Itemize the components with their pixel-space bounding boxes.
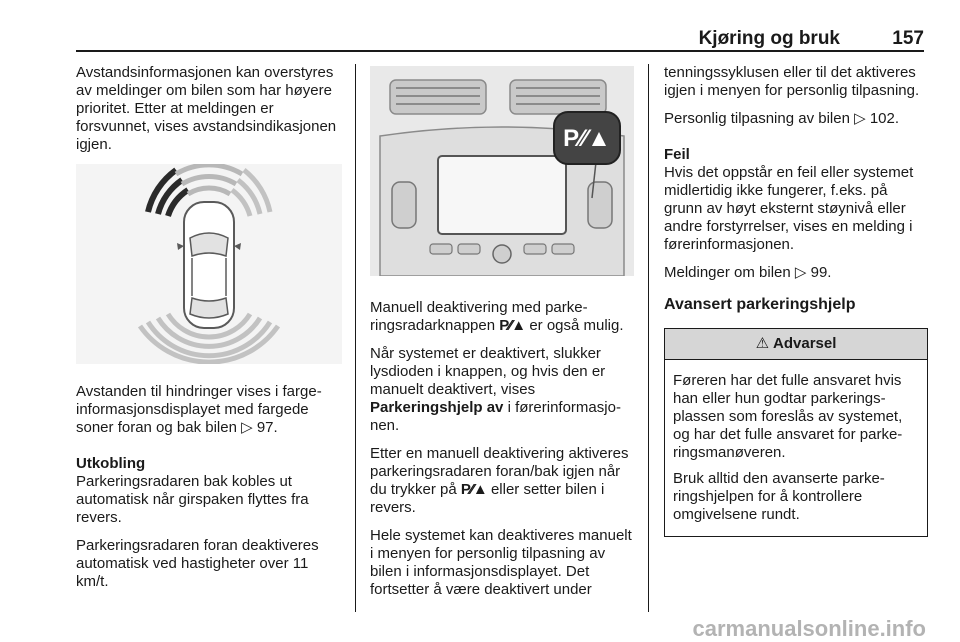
warning-body xyxy=(665,360,927,536)
page-ref-arrow-icon: ▷ xyxy=(241,419,253,436)
feil-heading: Feil xyxy=(664,146,690,163)
car-outline xyxy=(177,202,241,328)
column-middle xyxy=(370,64,634,609)
feil-paragraph: Hvis det oppstår en feil eller systemet midlertidig ikke fungerer, f.eks. på grunn av høyt eksternt støynivå eller andre forstyrrelser, vises en melding i førerinformasjonen. xyxy=(664,164,914,253)
column-left xyxy=(76,64,342,601)
warning-paragraph-1: Føreren har det fulle ansvaret hvis han eller hun godtar parkeringsplassen som foreslås av systemet, og har det fulle ansvaret for parkeringsmanøveren. xyxy=(673,372,903,461)
zone-display-paragraph: Avstanden til hindringer vises i fargeinformasjonsdisplayet med fargede soner foran og bak bilen ▷ 97. xyxy=(76,383,322,436)
watermark: carmanualsonline.info xyxy=(692,616,926,641)
svg-text:P⁄⁄▲: P⁄⁄▲ xyxy=(563,125,611,152)
deactivated-paragraph: Når systemet er deaktivert, slukker lysdioden i knappen, og hvis den er manuelt deaktivert, vises Parkeringshjelp av i førerinformasjonen. xyxy=(370,345,621,434)
page-ref-arrow-icon: ▷ xyxy=(854,110,866,127)
header-rule xyxy=(76,50,924,52)
section-heading: Avansert parkeringshjelp xyxy=(664,296,856,313)
manual-deactivation-paragraph: Manuell deaktivering med parkeringsradarknappen P⁄⁄▲ er også mulig. xyxy=(370,299,624,334)
column-divider-1 xyxy=(355,64,356,612)
header-title: Kjøring og bruk xyxy=(698,28,840,49)
parking-button-symbol-icon: P⁄⁄▲ xyxy=(499,317,526,334)
personalization-ref-paragraph: Personlig tilpasning av bilen ▷ 102. xyxy=(664,110,900,127)
warning-title: Advarsel xyxy=(773,335,837,352)
utkobling-paragraph-2: Parkeringsradaren foran deaktiveres automatisk ved hastigheter over 11 km/t. xyxy=(76,537,319,590)
page-number: 157 xyxy=(892,28,924,49)
page-header xyxy=(76,26,924,56)
warning-paragraph-2: Bruk alltid den avanserte parkeringshjelpen for å kontrollere omgivelsene rundt. xyxy=(673,470,885,523)
car-top-view-illustration xyxy=(76,164,342,364)
messages-ref-paragraph: Meldinger om bilen ▷ 99. xyxy=(664,264,832,281)
parking-radar-figure xyxy=(76,164,342,369)
intro-paragraph: Avstandsinformasjonen kan overstyres av meldinger om bilen som har høyere prioritet. Etter at meldingen er forsvunnet, vises avstandsindikasjonen igjen. xyxy=(76,64,337,153)
column-divider-2 xyxy=(648,64,649,612)
parking-button-symbol-icon: P⁄⁄▲ xyxy=(460,481,487,498)
page-ref-arrow-icon: ▷ xyxy=(794,264,807,281)
continuation-paragraph: tenningssyklusen eller til det aktiveres igjen i menyen for personlig tilpasning. xyxy=(664,64,920,99)
warning-header xyxy=(665,329,927,360)
dashboard-button-illustration xyxy=(370,66,634,276)
utkobling-heading: Utkobling xyxy=(76,455,146,472)
parking-assist-button-callout xyxy=(554,112,620,164)
system-deactivation-paragraph: Hele systemet kan deaktiveres manuelt i menyen for personlig tilpasning av bilen i informasjonsdisplayet. Det fortsetter å være deaktivert under xyxy=(370,527,632,598)
column-right xyxy=(664,64,928,537)
reactivation-paragraph: Etter en manuell deaktivering aktiveres parkeringsradaren foran/bak igjen når du trykker på P⁄⁄▲ eller setter bilen i revers. xyxy=(370,445,629,516)
warning-box xyxy=(664,328,928,537)
warning-triangle-icon: ⚠ xyxy=(755,335,770,352)
utkobling-paragraph-1: Parkeringsradaren bak kobles ut automatisk når girspaken flyttes fra revers. xyxy=(76,473,309,526)
dashboard-figure xyxy=(370,66,634,281)
